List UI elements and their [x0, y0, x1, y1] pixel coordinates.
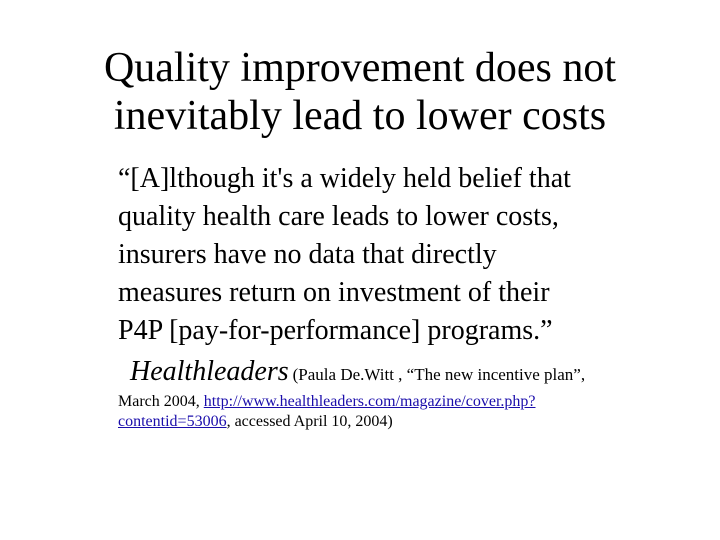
citation-date: March 2004, [118, 393, 204, 410]
citation [118, 392, 678, 432]
slide-title [0, 44, 720, 140]
citation-line-2 [118, 412, 678, 432]
citation-line-1 [118, 392, 678, 412]
quote-line-3: insurers have no data that directly [118, 239, 497, 270]
quote-line-4: measures return on investment of their [118, 277, 550, 308]
source-name: Healthleaders [130, 356, 289, 387]
citation-link-part-2[interactable]: contentid=53006 [118, 413, 227, 430]
quote-line-1: “[A]lthough it's a widely held belief that [118, 163, 571, 194]
quote-line-5: P4P [pay-for-performance] programs.” [118, 315, 553, 346]
quote-block [118, 160, 698, 350]
source-attribution [130, 356, 585, 388]
slide-title-line-2: inevitably lead to lower costs [113, 93, 607, 139]
citation-accessed: , accessed April 10, 2004) [226, 413, 393, 430]
quote-line-2: quality health care leads to lower costs, [118, 201, 559, 232]
citation-link-part-1[interactable]: http://www.healthleaders.com/magazine/cover.php? [203, 393, 536, 410]
source-detail: (Paula De.Witt , “The new incentive plan”, [292, 365, 586, 384]
slide-title-line-1: Quality improvement does not [103, 45, 617, 91]
